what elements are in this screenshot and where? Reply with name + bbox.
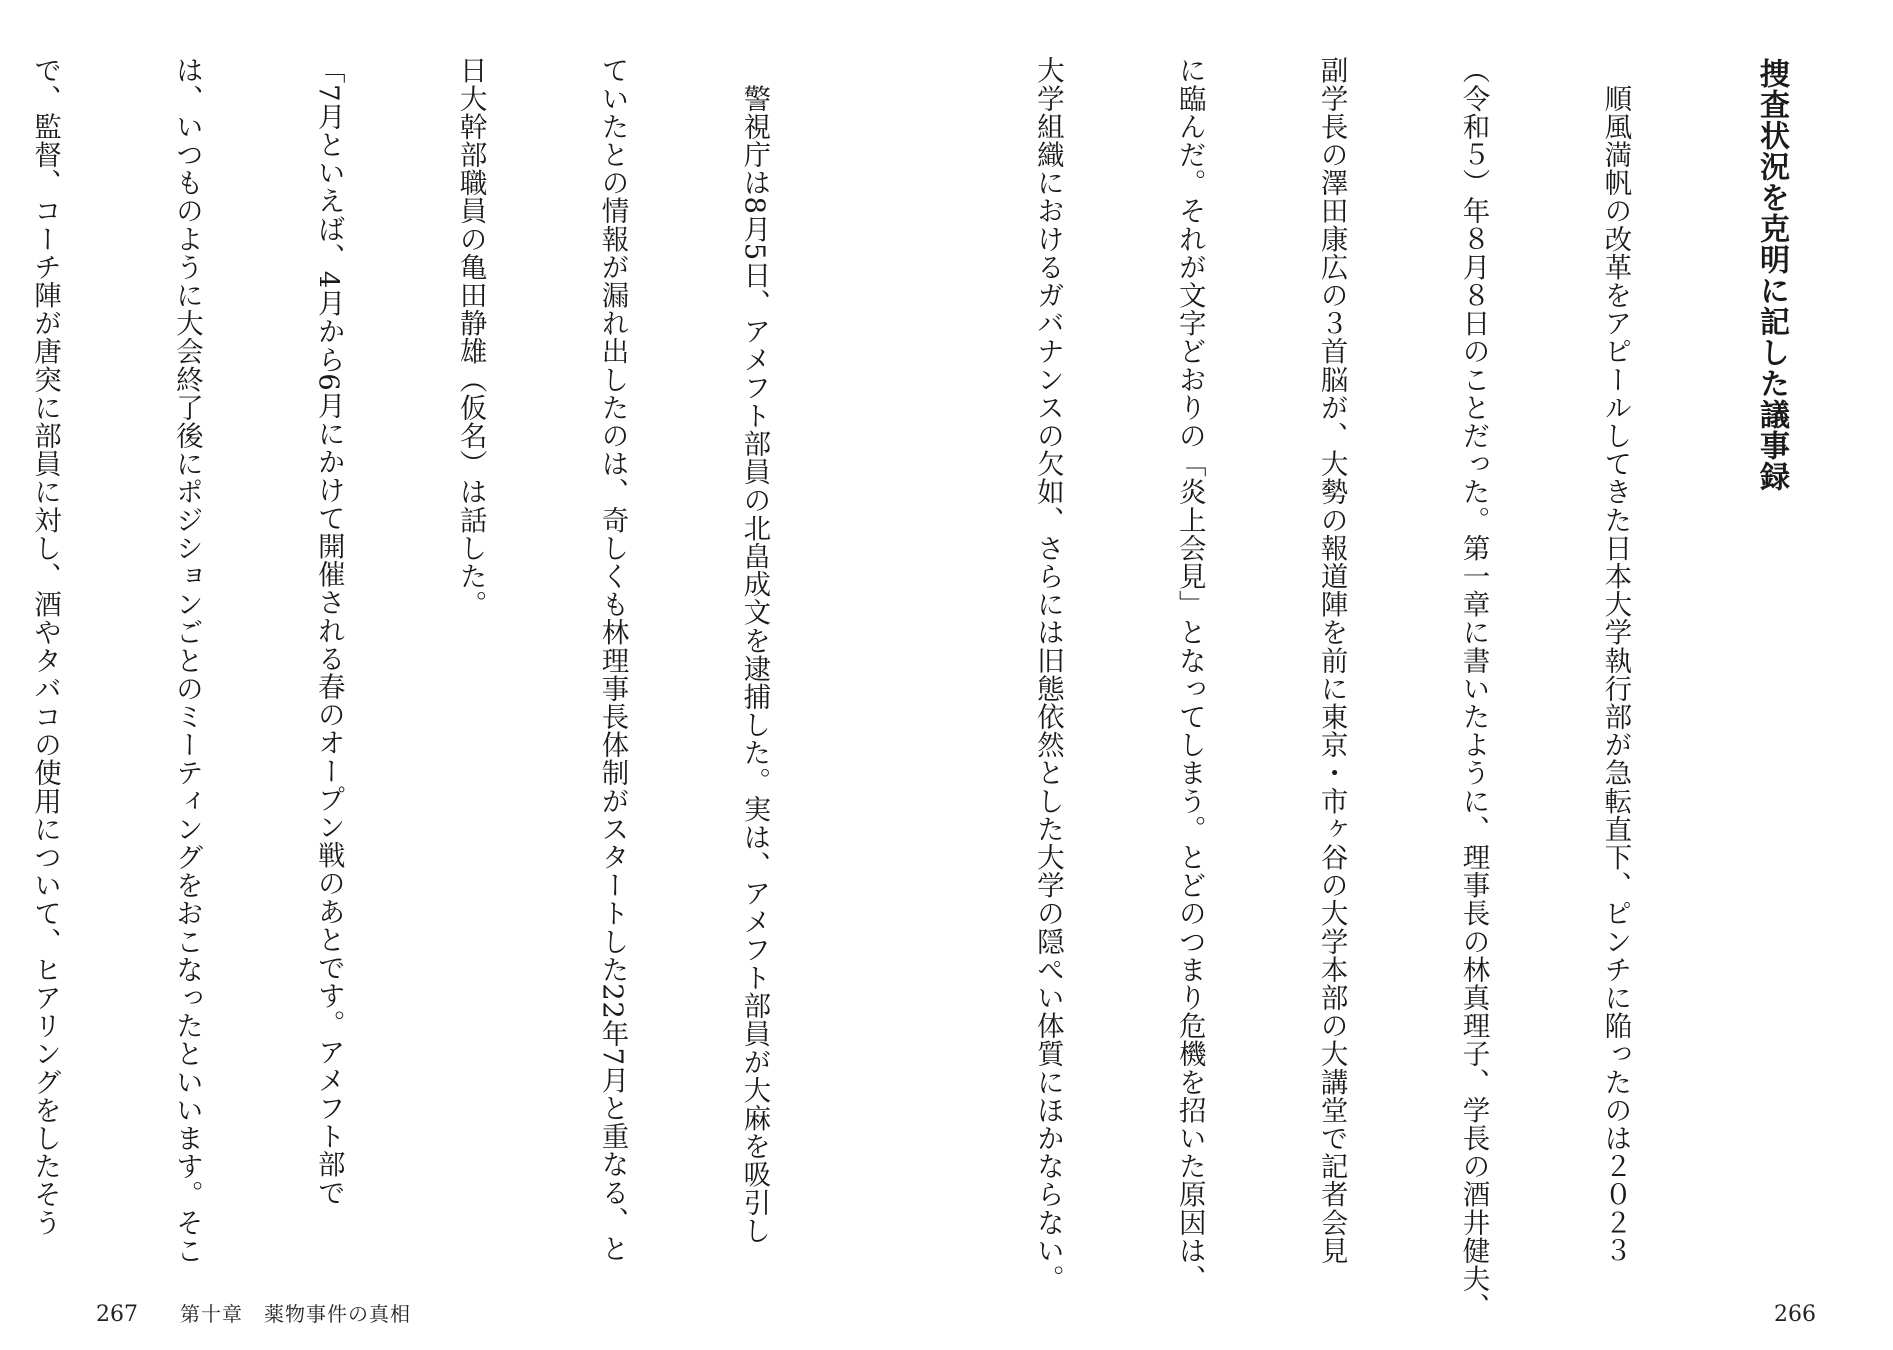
left-page-body (0, 56, 872, 1276)
body-line: 大学組織におけるガバナンスの欠如、さらには旧態依然とした大学の隠ぺい体質にほかならない。 (1031, 56, 1064, 1293)
body-line: 順風満帆の改革をアピールしてきた日本大学執行部が急転直下、ピンチに陥ったのは２０２３ (1599, 56, 1632, 1265)
running-head: 第十章 薬物事件の真相 (180, 1302, 411, 1326)
body-line: は、いつものように大会終了後にポジションごとのミーティングをおこなったといいます。そこ (170, 56, 203, 1265)
body-line: に臨んだ。それが文字どおりの「炎上会見」となってしまう。とどのつまり危機を招いた原因は、 (1173, 56, 1206, 1293)
body-line: 副学長の澤田康広の３首脳が、大勢の報道陣を前に東京・市ヶ谷の大学本部の大講堂で記者会見 (1315, 56, 1348, 1265)
body-line: （令和５）年８月８日のことだった。第一章に書いたように、理事長の林真理子、学長の酒井健夫、 (1457, 56, 1490, 1321)
page-number: 267 (96, 1302, 138, 1327)
body-line: 日大幹部職員の亀田静雄（仮名）は話した。 (454, 56, 487, 618)
body-line: 警視庁は8月5日、アメフト部員の北畠成文を逮捕した。実は、アメフト部員が大麻を吸引し (738, 56, 771, 1245)
right-page (947, 0, 1893, 1350)
body-line: ていたとの情報が漏れ出したのは、奇しくも林理事長体制がスタートした22年7月と重なる、と (596, 56, 629, 1263)
right-page-body (947, 56, 1733, 1321)
body-line: 「7月といえば、4月から6月にかけて開催される春のオープン戦のあとです。アメフト部で (312, 56, 345, 1207)
page-number: 266 (1774, 1302, 1816, 1327)
body-line: で、監督、コーチ陣が唐突に部員に対し、酒やタバコの使用について、ヒアリングをしたそう (28, 56, 61, 1237)
left-page (0, 0, 946, 1350)
section-heading: 捜査状況を克明に記した議事録 (1754, 58, 1789, 492)
